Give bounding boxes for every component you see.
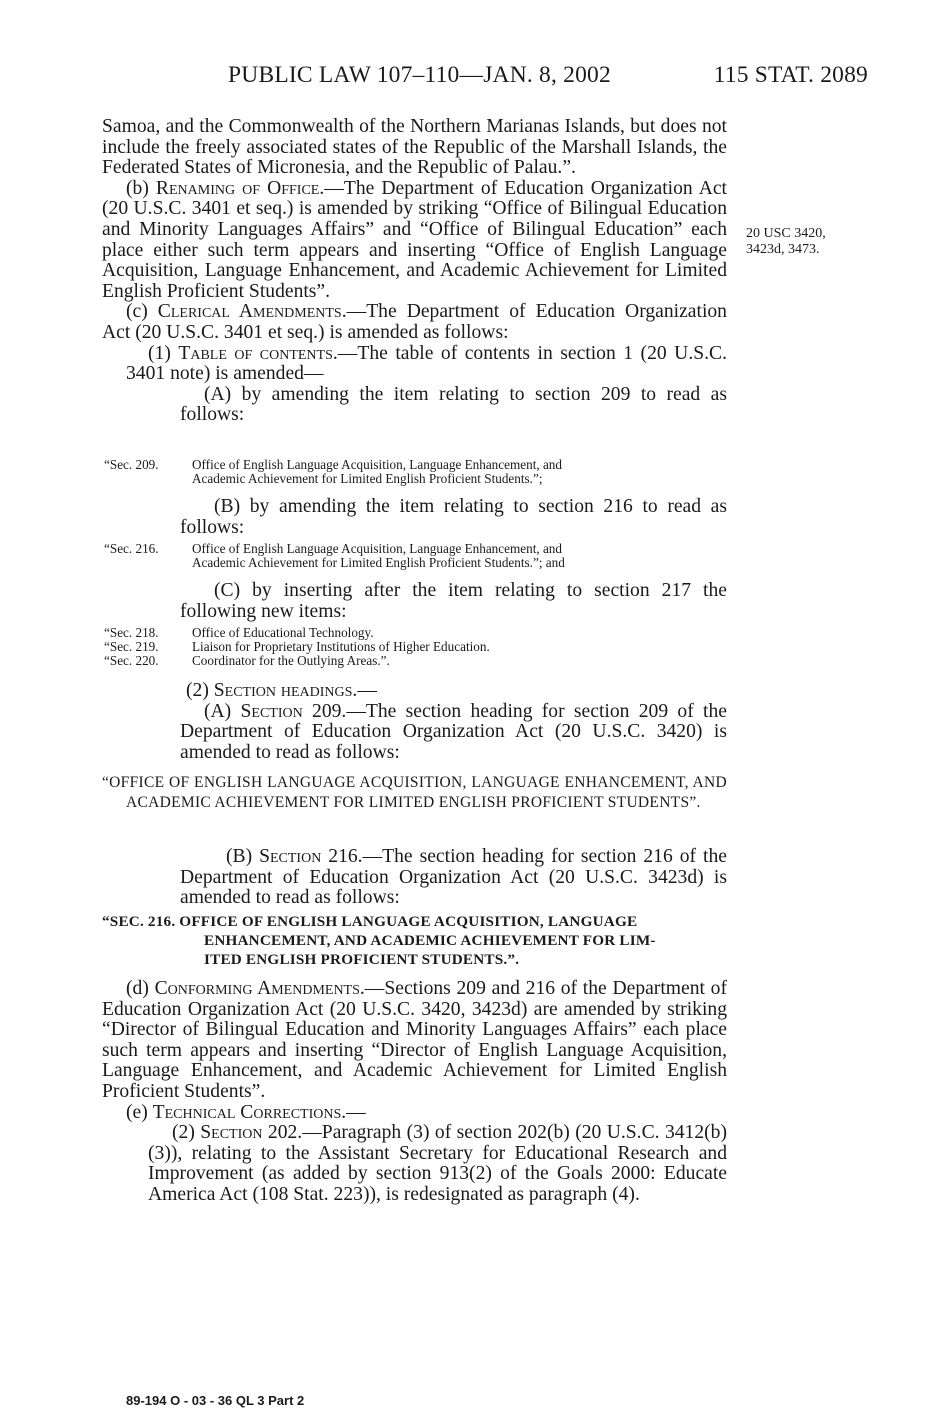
paragraph-e: (e) Technical Corrections.— — [126, 1101, 366, 1123]
section-c1-heading: Table of contents. — [178, 342, 338, 364]
margin-citation-note — [746, 226, 866, 258]
toc-item-209: “Sec. 209. Office of English Language Acquisition, Language Enhancement, and Academic Achievement for Limited English Proficient Students.”; — [104, 457, 562, 486]
body-block-top — [102, 117, 727, 426]
toc-section-number: “Sec. 220. — [104, 653, 159, 668]
paragraph-cB: (B) by amending the item relating to section 216 to read as follows: — [180, 496, 727, 538]
paragraph-cC: (C) by inserting after the item relating to section 217 the following new items: — [180, 580, 727, 622]
margin-note-line: 3423d, 3473. — [746, 242, 820, 257]
paragraph-c2A: (A) Section 209.—The section heading for section 209 of the Department of Education Organization Act (20 U.S.C. 3420) is amended to read as follows: — [180, 700, 727, 763]
paragraph-c2B: (B) Section 216.—The section heading for section 216 of the Department of Education Organization Act (20 U.S.C. 3423d) is amended to read as follows: — [180, 846, 727, 909]
section-heading-216: “SEC. 216. OFFICE OF ENGLISH LANGUAGE ACQUISITION, LANGUAGE ENHANCEMENT, AND ACADEMIC ACHIEVEMENT FOR LIM- ITED ENGLISH PROFICIENT STUDENTS.”. — [102, 913, 656, 968]
paragraph-d: (d) Conforming Amendments.—Sections 209 and 216 of the Department of Education Organization Act (20 U.S.C. 3420, 3423d) are amended by striking “Director of Bilingual Education and Minority Languages Affairs” each place such term appears and inserting “Director of English Language Acquisition, Language Enhancement, and Academic Achievement for Limited English Proficient Students”. — [102, 978, 728, 1102]
section-heading-209: “OFFICE OF ENGLISH LANGUAGE ACQUISITION, LANGUAGE ENHANCEMENT, AND ACADEMIC ACHIEVEMENT FOR LIMITED ENGLISH PROFICIENT STUDENTS”. — [102, 774, 727, 811]
toc-section-number: “Sec. 218. — [104, 625, 159, 640]
print-footer: 89-194 O - 03 - 36 QL 3 Part 2 — [126, 1393, 305, 1408]
paragraph-c: (c) Clerical Amendments.—The Department of Education Organization Act (20 U.S.C. 3401 et seq.) is amended as follows: — [102, 301, 727, 343]
paragraph-c1: (1) Table of contents.—The table of contents in section 1 (20 U.S.C. 3401 note) is amended— — [126, 342, 727, 385]
toc-section-number: “Sec. 219. — [104, 639, 159, 654]
paragraph-c2-block — [180, 681, 727, 763]
body-block-bottom — [102, 979, 727, 1206]
paragraph-b: (b) Renaming of Office.—The Department of Education Organization Act (20 U.S.C. 3401 et seq.) is amended by striking “Office of Bilingual Education and Minority Languages Affairs” and “Office of Bilingual Education” each place either such term appears and inserting “Office of English Language Acquisition, Language Enhancement, and Academic Achievement for Limited English Proficient Students”. — [102, 177, 727, 302]
toc-item-216: “Sec. 216. Office of English Language Acquisition, Language Enhancement, and Academic Achievement for Limited English Proficient Students.”; and — [104, 541, 565, 570]
paragraph-cA: (A) by amending the item relating to section 209 to read as follows: — [180, 383, 727, 426]
toc-section-number: “Sec. 209. — [104, 457, 159, 472]
toc-section-number: “Sec. 216. — [104, 541, 159, 556]
paragraph-c2: (2) Section headings.— — [186, 680, 377, 701]
paragraph-e2: (2) Section 202.—Paragraph (3) of section 202(b) (20 U.S.C. 3412(b)(3)), relating to the Assistant Secretary for Educational Research and Improvement (as added by section 913(2) of the Goals 2000: Educate America Act (108 Stat. 223)), is redesignated as paragraph (4). — [148, 1122, 727, 1205]
section-b-heading: Renaming of Office. — [155, 177, 325, 199]
statute-page-number: 115 STAT. 2089 — [713, 62, 868, 88]
section-c-heading: Clerical Amendments. — [157, 301, 347, 323]
paragraph-continuation: Samoa, and the Commonwealth of the Northern Marianas Islands, but does not include the freely associated states of the Republic of the Marshall Islands, the Federated States of Micronesia, and the Republic of Palau.”. — [102, 116, 727, 179]
margin-note-line: 20 USC 3420, — [746, 226, 826, 241]
public-law-title: PUBLIC LAW 107–110—JAN. 8, 2002 — [228, 62, 611, 88]
toc-new-items: “Sec. 218. Office of Educational Technology. “Sec. 219. Liaison for Proprietary Institutions of Higher Education. “Sec. 220. Coordinator for the Outlying Areas.”. — [104, 625, 490, 668]
